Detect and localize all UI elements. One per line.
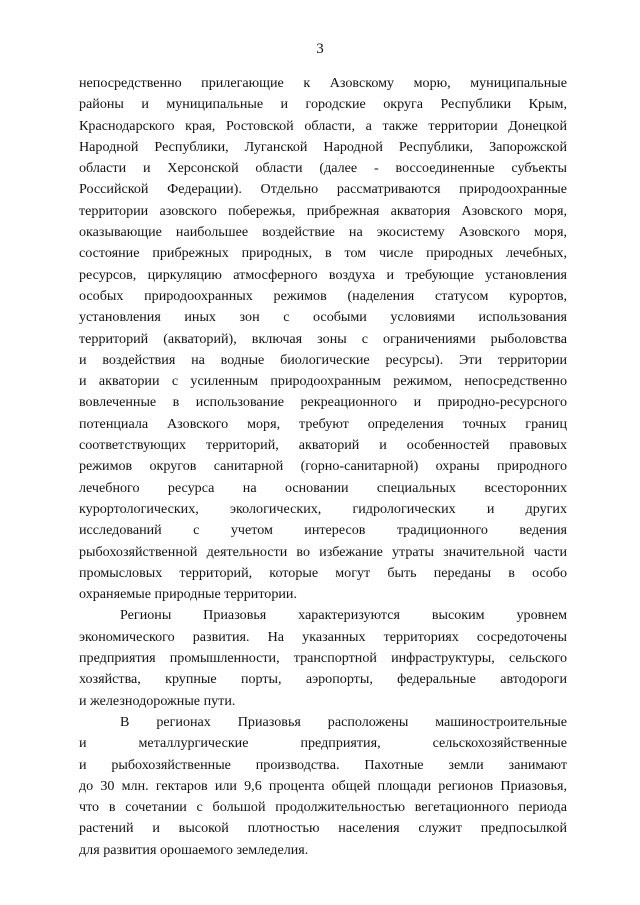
text-line: Народной Республики, Луганской Народной Республики, Запорожской xyxy=(79,138,567,155)
text-line: области и Херсонской области (далее - воссоединенные субъекты xyxy=(79,160,567,177)
text-line: Регионы Приазовья характеризуются высоким уровнем xyxy=(120,607,567,624)
paragraph xyxy=(79,73,567,605)
text-line: исследований с учетом интересов традиционного ведения xyxy=(79,522,567,539)
text-line: и железнодорожные пути. xyxy=(79,692,236,709)
text-line: территории азовского побережья, прибрежная акватория Азовского моря, xyxy=(79,202,567,219)
text-line: промысловых территорий, которые могут быть переданы в особо xyxy=(79,564,567,581)
text-line: растений и высокой плотностью населения служит предпосылкой xyxy=(79,820,567,837)
text-line: предприятия промышленности, транспортной инфраструктуры, сельского xyxy=(79,650,567,667)
text-line: ресурсов, циркуляцию атмосферного воздуха и требующие установления xyxy=(79,266,567,283)
text-line: и рыбохозяйственные производства. Пахотные земли занимают xyxy=(79,756,567,773)
text-line: до 30 млн. гектаров или 9,6 процента общей площади регионов Приазовья, xyxy=(79,777,567,794)
text-line: охраняемые природные территории. xyxy=(79,586,297,603)
text-line: состояние прибрежных природных, в том числе природных лечебных, xyxy=(79,245,567,262)
text-line: районы и муниципальные и городские округа Республики Крым, xyxy=(79,96,567,113)
text-line: территорий (акваторий), включая зоны с ограничениями рыболовства xyxy=(79,330,567,347)
text-line: непосредственно прилегающие к Азовскому морю, муниципальные xyxy=(79,75,567,91)
page-number: 3 xyxy=(316,41,324,57)
text-line: хозяйства, крупные порты, аэропорты, федеральные автодороги xyxy=(79,671,567,688)
paragraph xyxy=(79,605,567,711)
text-line: соответствующих территорий, акваторий и особенностей правовых xyxy=(79,437,567,454)
text-line: особых природоохранных режимов (наделения статусом курортов, xyxy=(79,287,567,304)
text-line: курортологических, экологических, гидрологических и других xyxy=(79,500,567,517)
text-line: и металлургические предприятия, сельскохозяйственные xyxy=(79,735,567,752)
text-line: лечебного ресурса на основании специальных всесторонних xyxy=(79,479,567,496)
text-line: режимов округов санитарной (горно-санитарной) охраны природного xyxy=(79,458,567,475)
paragraph xyxy=(79,712,567,861)
text-line: вовлеченные в использование рекреационного и природно-ресурсного xyxy=(79,394,567,411)
text-line: экономического развития. На указанных территориях сосредоточены xyxy=(79,628,567,645)
text-line: оказывающие наибольшее воздействие на экосистему Азовского моря, xyxy=(79,224,567,241)
text-line: рыбохозяйственной деятельности во избежание утраты значительной части xyxy=(79,543,567,560)
text-line: и воздействия на водные биологические ресурсы). Эти территории xyxy=(79,351,567,368)
body-text xyxy=(79,73,567,861)
text-line: установления иных зон с особыми условиями использования xyxy=(79,309,567,326)
text-line: для развития орошаемого земледелия. xyxy=(79,841,309,858)
text-line: потенциала Азовского моря, требуют определения точных границ xyxy=(79,415,567,432)
text-line: В регионах Приазовья расположены машиностроительные xyxy=(120,713,567,730)
text-line: Российской Федерации). Отдельно рассматриваются природоохранные xyxy=(79,181,567,198)
text-line: и акватории с усиленным природоохранным режимом, непосредственно xyxy=(79,373,567,390)
text-line: Краснодарского края, Ростовской области, а также территории Донецкой xyxy=(79,117,567,134)
text-line: что в сочетании с большой продолжительностью вегетационного периода xyxy=(79,799,567,816)
